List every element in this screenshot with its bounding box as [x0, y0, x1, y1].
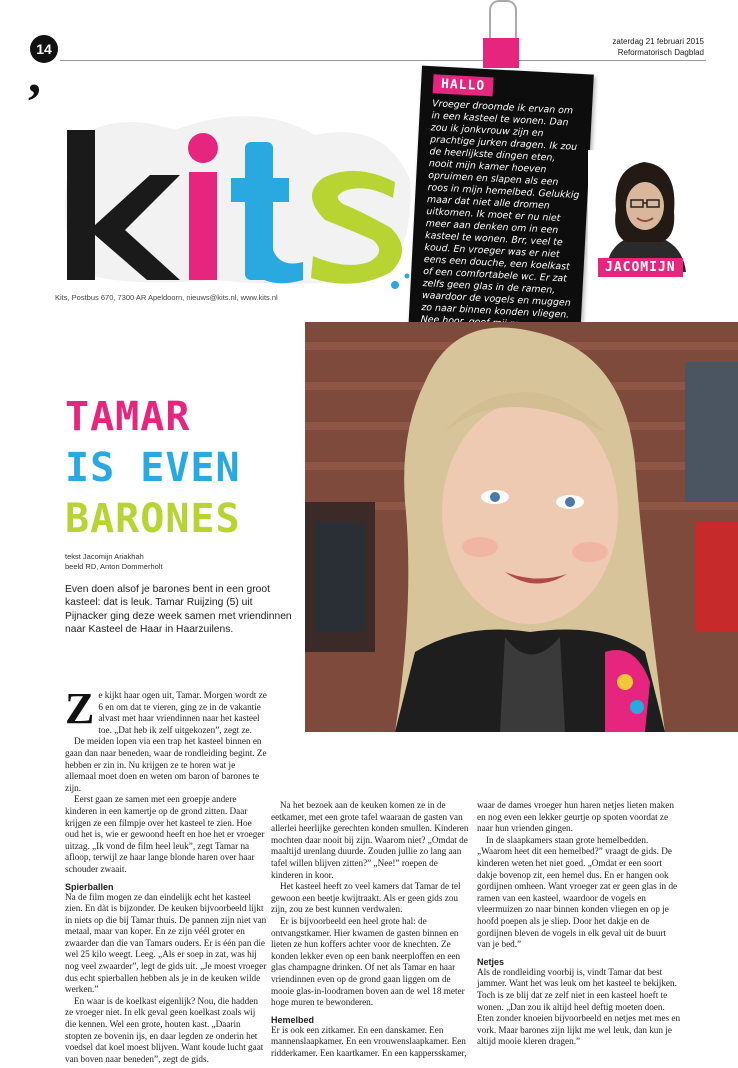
- paragraph: waar de dames vroeger hun haren netjes lieten maken en nog even een lekker geurtje op spoten voordat ze naar hun vrienden gingen.: [477, 800, 674, 834]
- subheading: Netjes: [477, 956, 505, 967]
- credits: [65, 552, 163, 572]
- paragraph: Eerst gaan ze samen met een groepje andere kinderen in een kamertje op de grond zitten. Daar krijgen ze een filmpje over het kasteel te zien. Hoe oud het is, wie er gewoond heeft en hoe het er vroeger uitzag. „Ik vond de film heel leuk”, zegt Tamar na afloop, terwijl ze haar lange blonde haren over haar schouder zwaait.: [65, 794, 265, 874]
- comma-decoration: ,: [28, 47, 41, 104]
- paragraph: Als de rondleiding voorbij is, vindt Tamar dat best jammer. Want het was leuk om het kasteel te bekijken. Toch is ze blij dat ze zelf niet in een kasteel hoeft te wonen. „Dan zou ik altijd heel deftig moeten doen. Eten zonder knoeien bijvoorbeeld en netjes met mes en vork. Maar barones zijn lijkt me wel leuk, dan kun je altijd mooie kleren dragen.”: [477, 966, 681, 1047]
- dateline: [612, 36, 704, 58]
- paragraph: Na de film mogen ze dan eindelijk echt het kasteel zien. En dàt is bijzonder. De keuken bijvoorbeeld lijkt in niets op die bij Tamar thuis. De pannen zijn niet van metaal, maar van koper. En ze zijn véél groter en zwaarder dan die van Tamars ouders. Er is één pan die wel 25 kilo weegt. Leeg. „Als er soep in zat, was hij nog veel zwaarder”, legt de gids uit. „Je moest vroeger dus echt spierballen hebben als je in de keuken wilde werken.”: [65, 891, 267, 995]
- headline-line-2: IS EVEN: [65, 445, 241, 491]
- page-number: 14: [30, 35, 58, 63]
- headline-line-1: TAMAR: [65, 394, 191, 440]
- headline: [65, 392, 241, 545]
- issue-date: zaterdag 21 februari 2015: [612, 37, 704, 46]
- paragraph: En waar is de koelkast eigenlijk? Nou, die hadden ze vroeger niet. In elk geval geen koelkast zoals wij die kennen. Wel een grote, houten kast. „Daarin stopten ze bovenin ijs, en daar legden ze onderin het voedsel dat koel moest blijven. Want koude lucht gaat van boven naar beneden”, zegt de gids.: [65, 995, 264, 1064]
- paragraph: Er is bijvoorbeeld een heel grote hal: de ontvangstkamer. Hier kwamen de gasten binnen en lieten ze hun koffers achter voor de knechten. Ze konden lekker even op een bank neerploffen en een glas champagne drinken. Of net als Tamar en haar vriendinnen even op de grond gaan liggen om de mooie glas-in-loodramen boven aan de wel 18 meter hoge muren te bewonderen.: [271, 915, 465, 1008]
- author-portrait: [588, 150, 700, 272]
- publication-name: Reformatorisch Dagblad: [617, 48, 704, 57]
- paragraph: Het kasteel heeft zo veel kamers dat Tamar de tel gewoon een beetje kwijtraakt. Als er geen gids zou zijn, zou ze best kunnen verdwalen.: [271, 881, 461, 915]
- paragraph: Na het bezoek aan de keuken komen ze in de eetkamer, met een grote tafel waaraan de gasten van allerlei heerlijke gerechten konden smullen. Kinderen mochten daar nooit bij zijn. Waarom niet? „Omdat de maaltijd urenlang duurde. Zouden jullie zo lang aan tafel willen blijven zitten?” „Nee!” roepen de kinderen in koor.: [271, 800, 469, 880]
- paragraph: De meiden lopen via een trap het kasteel binnen en gaan dan naar beneden, waar de rondleiding begint. Ze hebben er zin in. Nu krijgen ze te horen wat je allemaal moet doen en weten om baron of barones te zijn.: [65, 736, 267, 793]
- main-photo: [305, 322, 738, 732]
- kits-logo: [55, 100, 415, 290]
- editor-note: [408, 66, 594, 340]
- paragraph: e kijkt haar ogen uit, Tamar. Morgen wordt ze 6 en om dat te vieren, ging ze in de vakantie alvast met haar vriendinnen naar het kasteel toe. „Dat heb ik zelf uitgekozen”, zegt ze.: [98, 690, 267, 735]
- article-column-3: [477, 800, 681, 1048]
- subheading: Spierballen: [65, 881, 114, 892]
- text-credit: tekst Jacomijn Ariakhah: [65, 552, 144, 561]
- note-heading: HALLO: [433, 74, 494, 96]
- header-rule: [60, 60, 706, 61]
- drop-cap: Z: [65, 684, 95, 733]
- article-column-1: [65, 684, 267, 1065]
- headline-line-3: BARONES: [65, 496, 241, 542]
- note-signature: JACOMIJN: [598, 258, 683, 277]
- subheading: Hemelbed: [271, 1014, 315, 1025]
- contact-address: Kits, Postbus 670, 7300 AR Apeldoorn, nieuws@kits.nl, www.kits.nl: [55, 293, 278, 302]
- paragraph: In de slaapkamers staan grote hemelbedden. „Waarom heet dit een hemelbed?” vraagt de gids. De kinderen weten het niet goed. „Omdat er een soort dakje bovenop zit, een hemel dus. En er hangen ook gordijnen omheen. Want vroeger zat er geen glas in de ramen van een kasteel, waardoor de vogels en vleermuizen zo naar binnen konden vliegen en op je hoofd poepen als je sliep. Door het dakje en de gordijnen bleven de vogels in elk geval uit de buurt van je bed.”: [477, 834, 678, 950]
- photo-credit: beeld RD, Anton Dommerholt: [65, 562, 163, 571]
- paper-clip-icon: [483, 0, 519, 68]
- kits-logo-graphic: [55, 100, 415, 290]
- article-column-2: [271, 800, 469, 1059]
- paragraph: Er is ook een zitkamer. En een danskamer. Een mannenslaapkamer. En een vrouwenslaapkamer. Een ridderkamer. Een kaartkamer. En een kappersskamer,: [271, 1024, 467, 1058]
- note-text: Vroeger droomde ik ervan om in een kasteel te wonen. Dan zou ik jonkvrouw zijn en prachtige jurken dragen. Ik zou de heerlijkste dingen eten, nooit mijn kamer hoeven opruimen en slapen als een roos in mijn hemelbed. Gelukkig maar dat niet alle dromen uitkomen. Ik moet er nu niet meer aan denken om in een kasteel te wonen. Brr, veel te koud. En vroeger was er niet eens een douche, een koelkast of een comfortabele wc. Er zat zelfs geen glas in de ramen, waardoor de vogels en muggen zo naar binnen konden vliegen. Nee: [420, 98, 580, 326]
- intro-paragraph: Even doen alsof je barones bent in een groot kasteel: dat is leuk. Tamar Ruijzing (5) uit Pijnacker ging deze week samen met vriendinnen naar Kasteel de Haar in Haarzuilens.: [65, 584, 292, 636]
